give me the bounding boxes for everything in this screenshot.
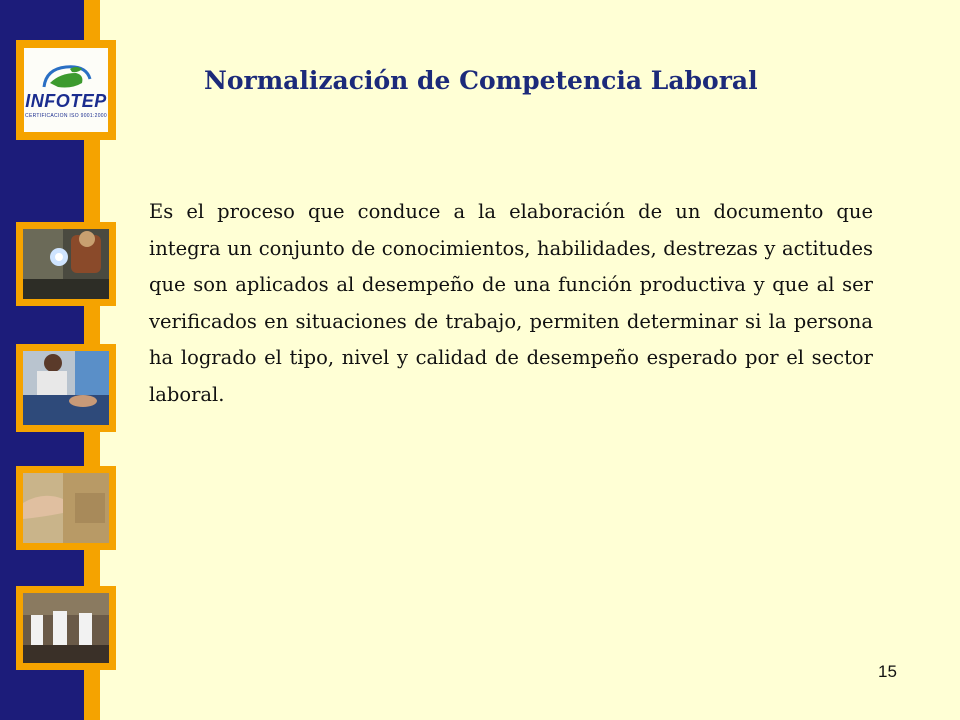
logo-name: INFOTEP	[25, 91, 107, 111]
sewing-photo-icon	[23, 351, 109, 425]
photo-frame-welding	[16, 222, 116, 306]
photo-frame-sewing	[16, 344, 116, 432]
page-number: 15	[878, 662, 897, 681]
hands-craft-photo-icon	[23, 473, 109, 543]
logo-frame	[16, 40, 116, 140]
logo-tagline: CERTIFICACION ISO 9001:2000	[25, 113, 107, 119]
infotep-logo	[24, 48, 108, 132]
photo-frame-chefs	[16, 586, 116, 670]
globe-icon	[36, 61, 96, 95]
sidebar	[0, 0, 118, 720]
slide-title: Normalización de Competencia Laboral	[204, 66, 758, 95]
chefs-kitchen-photo-icon	[23, 593, 109, 663]
photo-frame-craft	[16, 466, 116, 550]
slide-body-text: Es el proceso que conduce a la elaboración de un documento que integra un conjunto de conocimientos, habilidades, destrezas y actitudes que son aplicados al desempeño de una función productiva y que al ser verificados en situaciones de trabajo, permiten determinar si la persona ha logrado el tipo, nivel y calidad de desempeño esperado por el sector laboral.	[149, 200, 873, 406]
welding-photo-icon	[23, 229, 109, 299]
